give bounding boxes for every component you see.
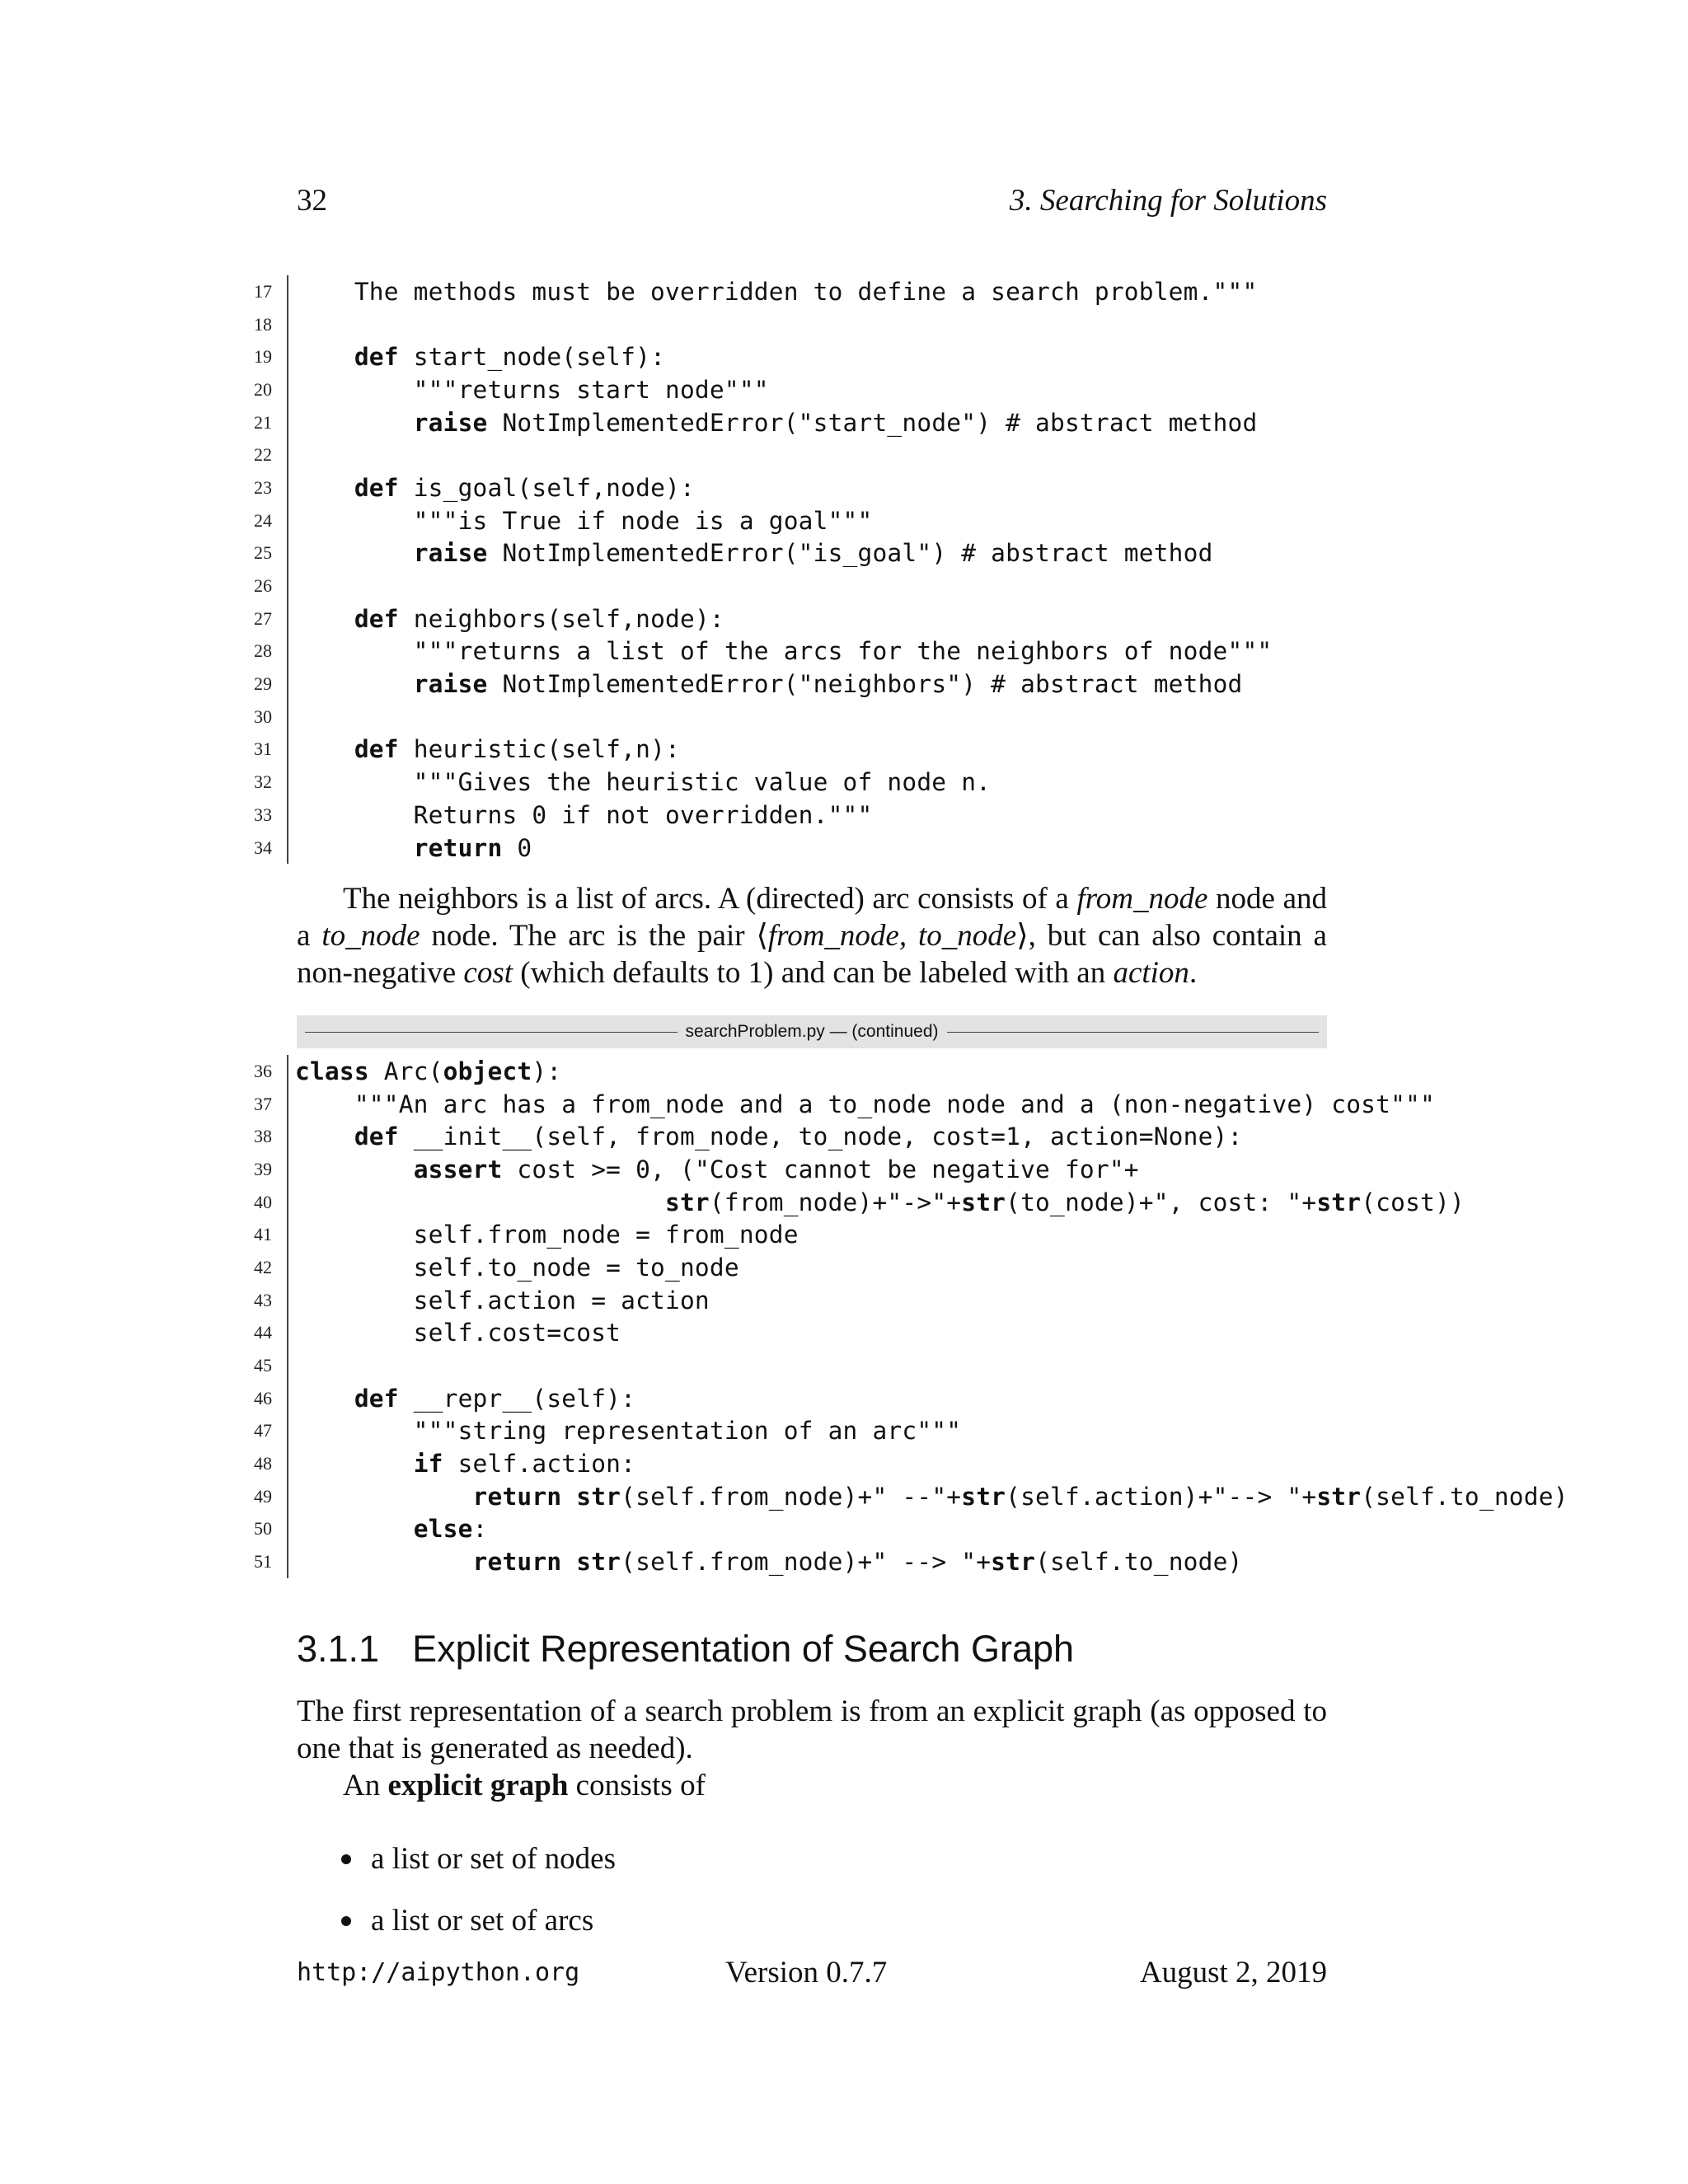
code-text: [295, 409, 1257, 437]
gutter-rule: [287, 1480, 288, 1513]
bullet-icon: [341, 1916, 351, 1926]
gutter-rule: [287, 471, 288, 504]
gutter-rule: [287, 1317, 288, 1350]
text-span: ⟩, but can also contain a non-negative: [297, 919, 1327, 990]
code-line: [239, 438, 1442, 471]
line-number: 48: [254, 1453, 272, 1474]
gutter-rule: [287, 308, 288, 341]
code-segment: (self.from_node)+" --> "+: [621, 1548, 992, 1577]
code-line: [239, 1415, 1442, 1448]
code-keyword: return: [413, 833, 503, 862]
gutter-rule: [287, 1284, 288, 1317]
code-keyword: return: [472, 1548, 562, 1577]
gutter-rule: [287, 1251, 288, 1284]
line-number: 26: [254, 575, 272, 597]
code-segment: [295, 834, 414, 862]
code-line: [239, 537, 1442, 570]
gutter-rule: [287, 1120, 288, 1153]
gutter-rule: [287, 537, 288, 570]
code-keyword: def: [354, 604, 399, 633]
paragraph-arcs: [297, 880, 1327, 991]
code-segment: [295, 1385, 354, 1413]
gutter-rule: [287, 832, 288, 865]
code-text: [295, 768, 991, 796]
section-title: Explicit Representation of Search Graph: [412, 1628, 1075, 1670]
code-segment: [295, 343, 354, 371]
line-number: 38: [254, 1126, 272, 1147]
code-segment: Returns 0 if not overridden.""": [295, 800, 873, 829]
code-line: [239, 799, 1442, 832]
gutter-rule: [287, 275, 288, 308]
code-segment: [295, 735, 354, 763]
bold-term: explicit graph: [387, 1769, 569, 1802]
code-line: [239, 471, 1442, 504]
code-segment: (cost)): [1361, 1188, 1465, 1216]
gutter-rule: [287, 1218, 288, 1251]
code-keyword: raise: [413, 408, 488, 437]
code-segment: [295, 1188, 665, 1216]
line-number: 18: [254, 313, 272, 335]
gutter-rule: [287, 1382, 288, 1415]
line-number: 50: [254, 1518, 272, 1540]
code-segment: (self.to_node): [1035, 1548, 1243, 1577]
line-number: 20: [254, 378, 272, 400]
code-line: [239, 1382, 1442, 1415]
gutter-rule: [287, 438, 288, 471]
code-segment: """is True if node is a goal""": [295, 506, 873, 535]
code-listing-arc-class: [239, 1055, 1568, 1578]
italic-from-node: from_node: [1076, 882, 1208, 916]
code-line: [239, 340, 1442, 373]
code-keyword: assert: [413, 1155, 503, 1183]
running-head: [297, 183, 1327, 224]
code-segment: 0: [502, 833, 532, 862]
paragraph-explicit-graph-definition: [343, 1767, 1327, 1804]
gutter-rule: [287, 1447, 288, 1480]
code-keyword: str: [991, 1548, 1036, 1577]
code-keyword: object: [443, 1057, 532, 1085]
code-segment: The methods must be overridden to define a search problem.""": [295, 277, 1258, 306]
section-heading: [297, 1628, 1074, 1671]
code-segment: NotImplementedError("start_node") # abstract method: [487, 408, 1258, 437]
code-segment: self.cost=cost: [295, 1319, 621, 1347]
code-listing-search-problem-methods: [239, 275, 1442, 864]
code-segment: [295, 1483, 473, 1511]
code-text: [295, 376, 769, 404]
code-segment: [295, 1122, 354, 1151]
code-keyword: str: [1316, 1482, 1362, 1511]
code-segment: [561, 1483, 576, 1511]
code-text: [295, 343, 665, 371]
italic-pair: from_node, to_node: [767, 919, 1017, 953]
gutter-rule: [287, 1153, 288, 1186]
chapter-title: 3. Searching for Solutions: [1009, 184, 1327, 218]
code-line: [239, 1251, 1442, 1284]
text-span: node and a: [297, 882, 1328, 953]
code-text: [295, 278, 1257, 306]
code-text: [295, 474, 695, 502]
footer-version: Version 0.7.7: [725, 1956, 888, 1990]
file-banner: [297, 1015, 1327, 1048]
line-number: 45: [254, 1355, 272, 1376]
line-number: 46: [254, 1387, 272, 1408]
line-number: 34: [254, 837, 272, 858]
code-keyword: def: [354, 735, 399, 764]
line-number: 19: [254, 346, 272, 368]
line-number: 49: [254, 1485, 272, 1507]
page-footer: [297, 1955, 1327, 1996]
code-text: [295, 1155, 1139, 1183]
code-line: [239, 275, 1442, 308]
code-line: [239, 1088, 1442, 1121]
code-segment: ):: [532, 1057, 562, 1085]
section-number: 3.1.1: [297, 1628, 380, 1670]
bullet-list: [330, 1828, 616, 1952]
code-text: [295, 670, 1243, 698]
code-segment: [295, 605, 354, 633]
line-number: 44: [254, 1322, 272, 1343]
code-line: [239, 1545, 1442, 1578]
code-line: [239, 504, 1442, 537]
list-item-text: a list or set of arcs: [371, 1904, 594, 1938]
code-segment: """An arc has a from_node and a to_node node and a (non-negative) cost""": [295, 1090, 1435, 1118]
text-span: The neighbors is a list of arcs. A (directed) arc consists of a: [343, 882, 1077, 916]
line-number: 21: [254, 411, 272, 433]
page-number: 32: [297, 184, 327, 218]
code-line: [239, 668, 1442, 701]
gutter-rule: [287, 733, 288, 766]
paragraph-explicit-graph-intro: The first representation of a search problem is from an explicit graph (as opposed to one that is generated as needed).: [297, 1694, 1327, 1765]
code-line: [239, 1480, 1568, 1513]
gutter-rule: [287, 602, 288, 635]
code-keyword: raise: [413, 670, 488, 699]
code-segment: NotImplementedError("is_goal") # abstract method: [487, 539, 1213, 568]
code-keyword: else: [413, 1515, 473, 1544]
code-keyword: return: [472, 1482, 562, 1511]
code-segment: """string representation of an arc""": [295, 1417, 962, 1446]
code-line: [239, 766, 1442, 799]
code-segment: heuristic(self,n):: [398, 735, 680, 764]
gutter-rule: [287, 1088, 288, 1121]
code-text: [295, 1319, 621, 1347]
code-segment: neighbors(self,node):: [398, 604, 724, 633]
line-number: 36: [254, 1060, 272, 1081]
code-segment: Arc(: [368, 1057, 443, 1085]
gutter-rule: [287, 1186, 288, 1219]
gutter-rule: [287, 1545, 288, 1578]
line-number: 25: [254, 542, 272, 564]
code-keyword: raise: [413, 539, 488, 568]
code-keyword: str: [576, 1482, 621, 1511]
code-segment: """returns a list of the arcs for the neighbors of node""": [295, 637, 1273, 666]
text-span: consists of: [568, 1769, 706, 1802]
code-segment: [295, 1155, 414, 1183]
banner-rule-right: [947, 1032, 1320, 1033]
code-keyword: str: [961, 1188, 1006, 1216]
code-keyword: if: [413, 1450, 443, 1479]
code-text: [295, 1221, 799, 1249]
code-text: [295, 1286, 710, 1315]
code-line: [239, 1120, 1442, 1153]
code-text: [295, 539, 1213, 567]
code-line: [239, 1284, 1442, 1317]
code-line: [239, 569, 1442, 602]
code-segment: [295, 474, 354, 502]
code-segment: self.action = action: [295, 1286, 710, 1315]
code-keyword: str: [961, 1482, 1006, 1511]
file-name-label: searchProblem.py — (continued): [685, 1022, 939, 1041]
line-number: 41: [254, 1224, 272, 1245]
code-text: [295, 1385, 635, 1413]
line-number: 33: [254, 804, 272, 825]
code-keyword: def: [354, 1384, 399, 1413]
gutter-rule: [287, 373, 288, 406]
code-text: [295, 1515, 488, 1543]
gutter-rule: [287, 569, 288, 602]
text-span: An: [343, 1769, 388, 1802]
code-segment: (self.action)+"--> "+: [1006, 1482, 1317, 1511]
italic-cost: cost: [463, 956, 513, 990]
text-span: .: [1189, 956, 1198, 990]
line-number: 37: [254, 1093, 272, 1114]
code-segment: :: [472, 1515, 488, 1544]
code-segment: """Gives the heuristic value of node n.: [295, 768, 992, 797]
line-number: 23: [254, 476, 272, 498]
code-segment: """returns start node""": [295, 375, 769, 404]
code-keyword: def: [354, 1122, 399, 1151]
code-segment: [295, 670, 414, 698]
line-number: 51: [254, 1551, 272, 1572]
line-number: 29: [254, 673, 272, 695]
line-number: 17: [254, 280, 272, 302]
line-number: 30: [254, 705, 272, 727]
italic-action: action: [1113, 956, 1189, 990]
code-text: [295, 834, 532, 862]
code-segment: [295, 1515, 414, 1543]
code-line: [239, 832, 1442, 865]
code-line: [239, 733, 1442, 766]
line-number: 31: [254, 738, 272, 760]
code-line: [239, 701, 1442, 733]
code-line: [239, 1186, 1465, 1219]
code-segment: self.from_node = from_node: [295, 1221, 799, 1249]
code-line: [239, 1317, 1442, 1350]
list-item: [330, 1890, 616, 1952]
code-segment: (from_node)+"->"+: [709, 1188, 962, 1216]
gutter-rule: [287, 340, 288, 373]
code-line: [239, 635, 1442, 668]
code-keyword: str: [1316, 1188, 1362, 1216]
gutter-rule: [287, 1415, 288, 1448]
code-line: [239, 602, 1442, 635]
line-number: 47: [254, 1420, 272, 1441]
code-line: [239, 406, 1442, 439]
code-text: [295, 1122, 1242, 1151]
code-text: [295, 1057, 561, 1085]
code-keyword: def: [354, 473, 399, 502]
line-number: 42: [254, 1256, 272, 1277]
line-number: 24: [254, 509, 272, 531]
code-line: [239, 1349, 1442, 1382]
line-number: 40: [254, 1191, 272, 1212]
code-segment: self.action:: [443, 1450, 636, 1479]
code-line: [239, 1153, 1442, 1186]
code-text: [295, 735, 680, 763]
code-segment: NotImplementedError("neighbors") # abstract method: [487, 670, 1243, 699]
gutter-rule: [287, 406, 288, 439]
gutter-rule: [287, 766, 288, 799]
code-text: [295, 507, 872, 535]
gutter-rule: [287, 799, 288, 832]
code-segment: (self.from_node)+" --"+: [621, 1482, 962, 1511]
code-text: [295, 1188, 1465, 1216]
list-item-text: a list or set of nodes: [371, 1842, 616, 1876]
code-line: [239, 1218, 1442, 1251]
code-line: [239, 1447, 1442, 1480]
line-number: 28: [254, 640, 272, 662]
code-text: [295, 1417, 961, 1445]
text-span: node. The arc is the pair ⟨: [420, 919, 768, 953]
code-text: [295, 1450, 635, 1478]
text-span: (which defaults to 1) and can be labeled with an: [513, 956, 1114, 990]
code-line: [239, 1055, 1442, 1088]
code-text: [295, 605, 724, 633]
gutter-rule: [287, 701, 288, 733]
gutter-rule: [287, 1349, 288, 1382]
code-segment: cost >= 0, ("Cost cannot be negative for"+: [502, 1155, 1139, 1183]
code-text: [295, 1548, 1243, 1576]
code-keyword: class: [295, 1057, 369, 1085]
gutter-rule: [287, 1055, 288, 1088]
gutter-rule: [287, 635, 288, 668]
footer-date: August 2, 2019: [1139, 1956, 1327, 1990]
code-segment: [561, 1548, 576, 1576]
code-text: [295, 801, 872, 829]
code-segment: [295, 1548, 473, 1576]
code-text: [295, 637, 1272, 665]
code-segment: (to_node)+", cost: "+: [1006, 1188, 1317, 1216]
code-segment: [295, 409, 414, 437]
bullet-icon: [341, 1854, 351, 1864]
code-segment: __init__(self, from_node, to_node, cost=1, action=None):: [398, 1122, 1243, 1151]
code-segment: [295, 1450, 414, 1478]
code-segment: (self.to_node): [1361, 1482, 1568, 1511]
code-segment: __repr__(self):: [398, 1384, 636, 1413]
code-segment: self.to_node = to_node: [295, 1253, 739, 1282]
list-item: [330, 1828, 616, 1890]
gutter-rule: [287, 504, 288, 537]
gutter-rule: [287, 668, 288, 701]
line-number: 22: [254, 444, 272, 466]
code-segment: is_goal(self,node):: [398, 473, 695, 502]
code-text: [295, 1090, 1435, 1118]
banner-rule-left: [305, 1032, 678, 1033]
line-number: 27: [254, 607, 272, 629]
code-text: [295, 1483, 1568, 1511]
code-line: [239, 373, 1442, 406]
code-keyword: def: [354, 343, 399, 372]
code-line: [239, 1513, 1442, 1546]
code-line: [239, 308, 1442, 341]
line-number: 32: [254, 771, 272, 793]
line-number: 43: [254, 1289, 272, 1310]
code-segment: start_node(self):: [398, 343, 666, 372]
code-text: [295, 1254, 739, 1282]
code-segment: [295, 539, 414, 567]
code-keyword: str: [665, 1188, 710, 1216]
italic-to-node: to_node: [321, 919, 420, 953]
gutter-rule: [287, 1513, 288, 1546]
footer-url: http://aipython.org: [297, 1958, 580, 1987]
code-keyword: str: [576, 1548, 621, 1577]
line-number: 39: [254, 1158, 272, 1179]
